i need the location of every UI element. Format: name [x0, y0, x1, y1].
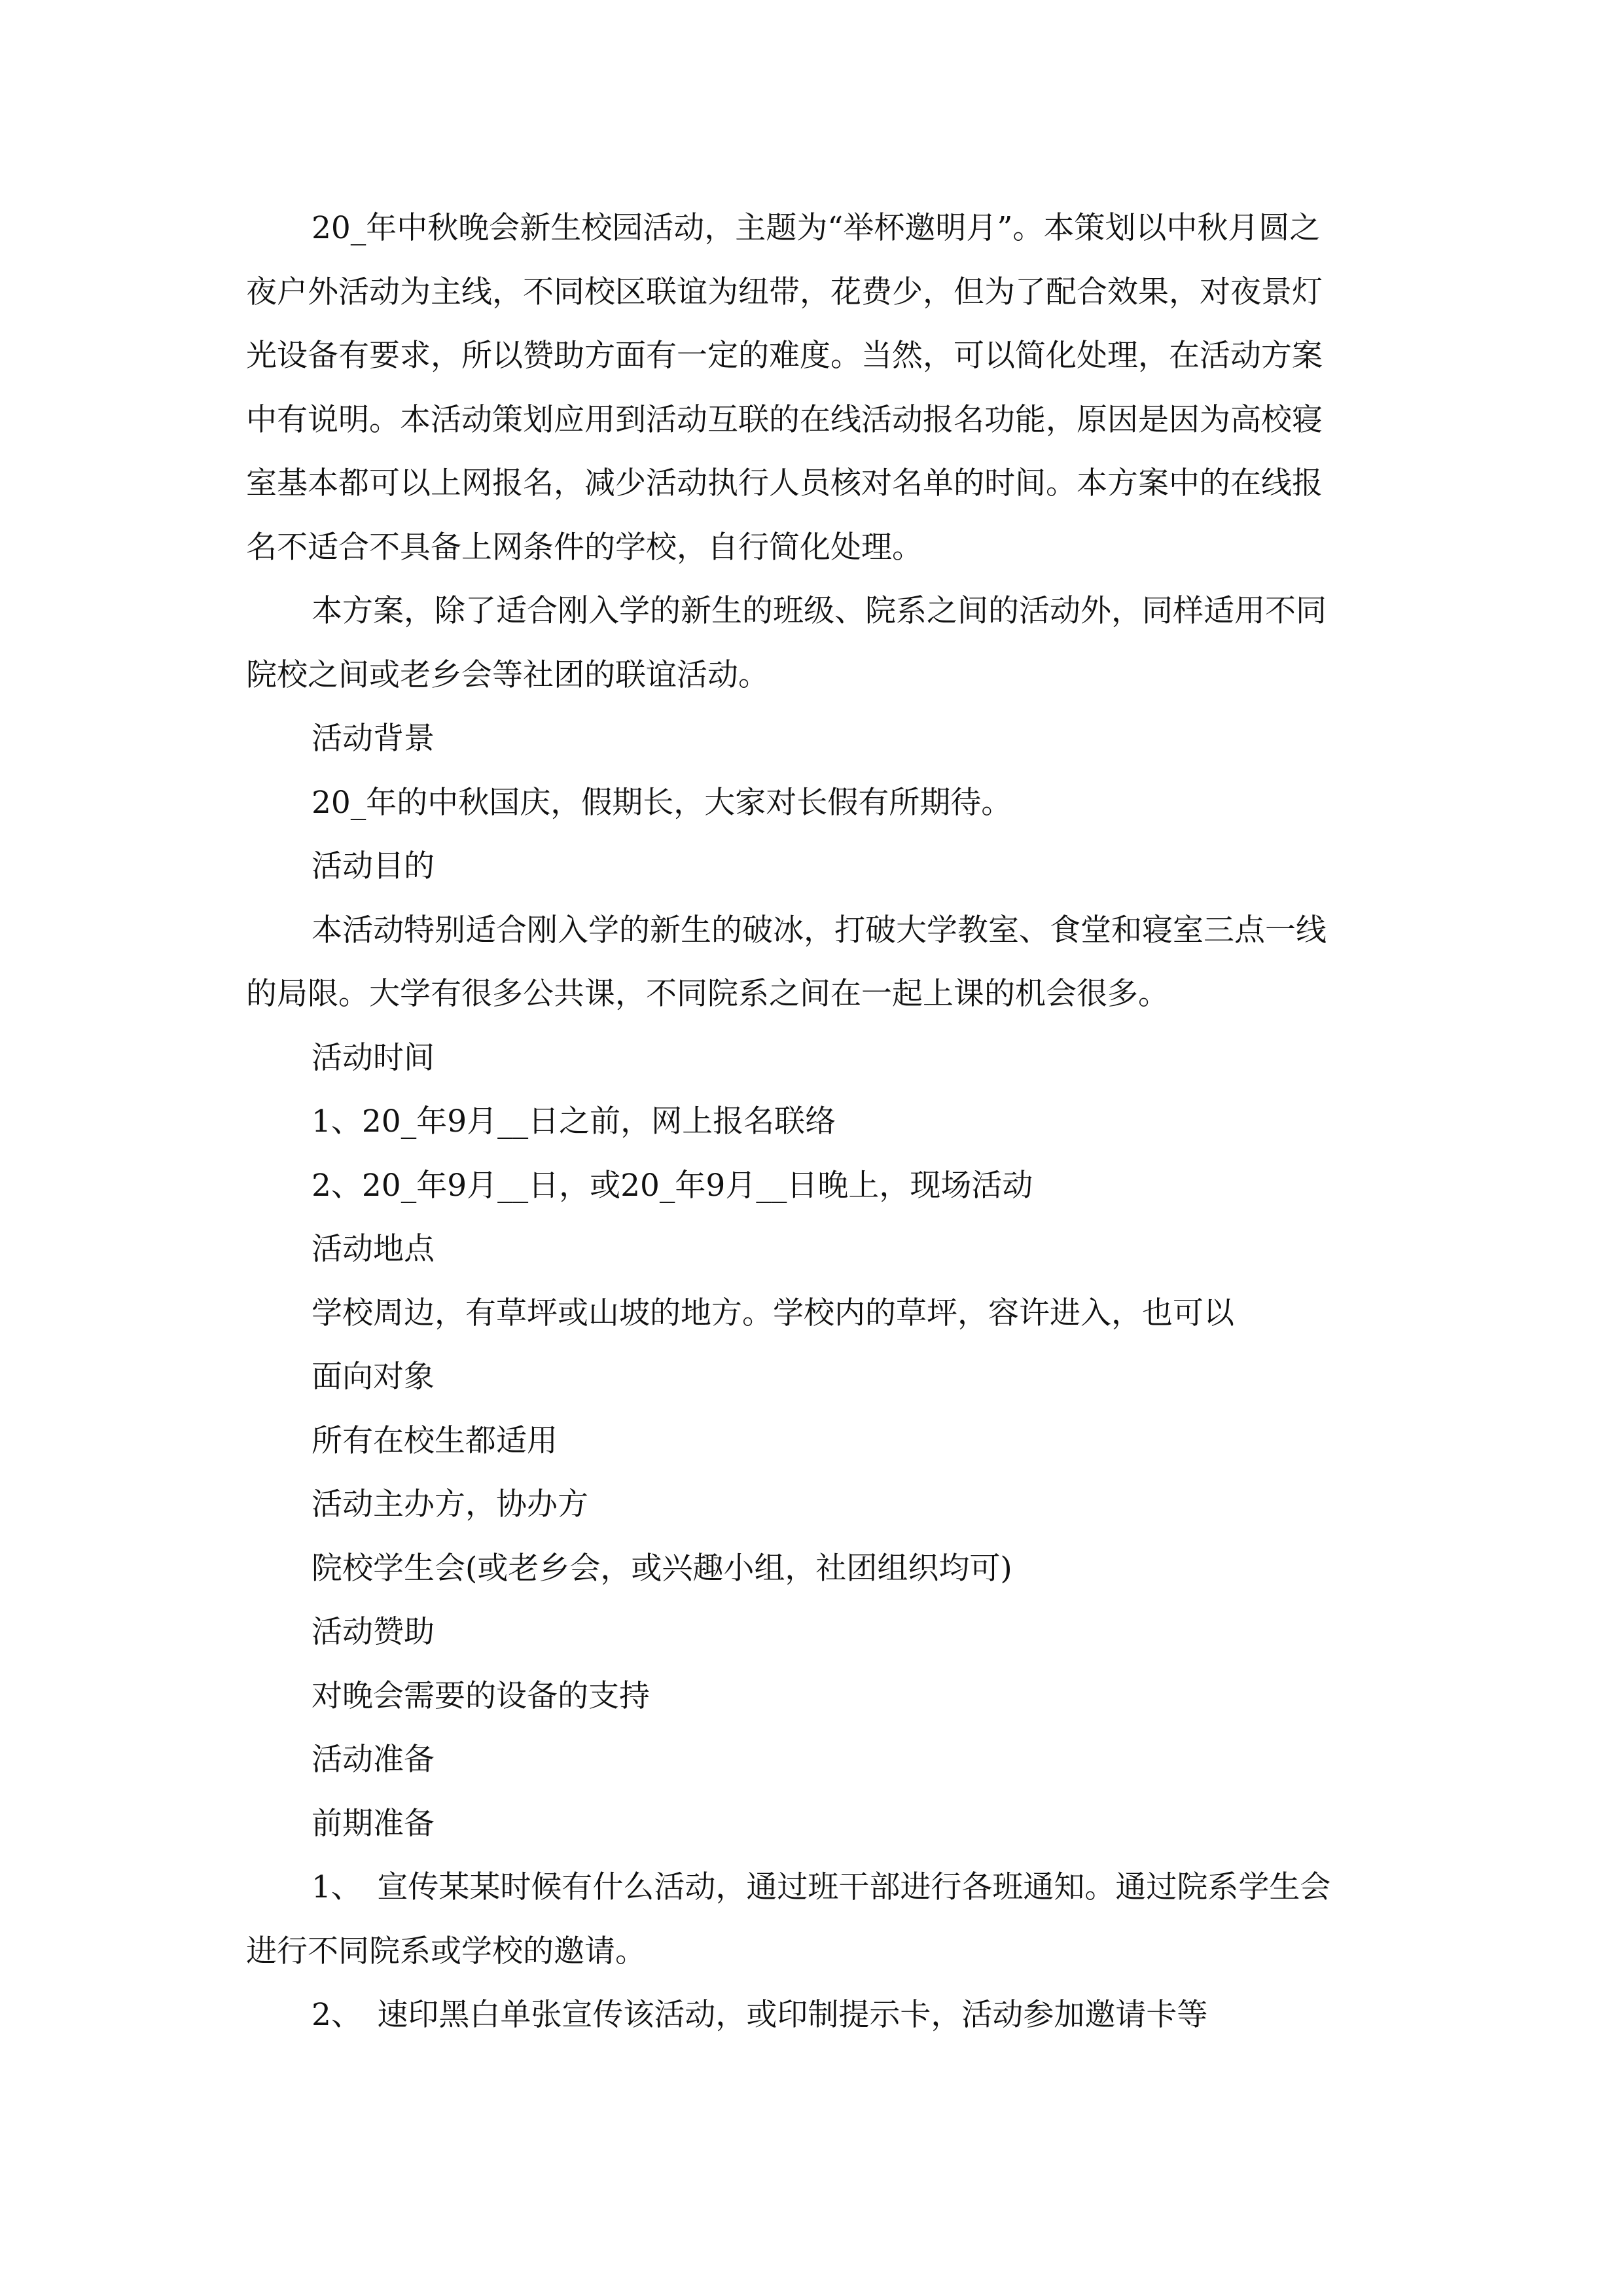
section-heading: 活动主办方，协办方 — [312, 1486, 588, 1522]
paragraph-line: 的局限。大学有很多公共课，不同院系之间在一起上课的机会很多。 — [246, 976, 1169, 1012]
paragraph-line: 20_年中秋晚会新生校园活动，主题为“举杯邀明月”。本策划以中秋月圆之 — [312, 210, 1321, 246]
section-heading: 活动地点 — [312, 1231, 435, 1267]
document-body — [246, 196, 1385, 2047]
list-item: 2、20_年9月__日，或20_年9月__日晚上，现场活动 — [312, 1167, 1033, 1204]
section-heading: 活动背景 — [312, 721, 435, 757]
paragraph-line: 进行不同院系或学校的邀请。 — [246, 1933, 646, 1969]
section-heading: 前期准备 — [312, 1805, 435, 1842]
paragraph-line: 院校之间或老乡会等社团的联谊活动。 — [246, 656, 769, 693]
paragraph-line: 对晚会需要的设备的支持 — [312, 1677, 650, 1714]
paragraph-line: 本活动特别适合刚入学的新生的破冰，打破大学教室、食堂和寝室三点一线 — [312, 912, 1327, 948]
paragraph-line: 20_年的中秋国庆，假期长，大家对长假有所期待。 — [312, 784, 1012, 821]
paragraph-line: 本方案，除了适合刚入学的新生的班级、院系之间的活动外，同样适用不同 — [312, 593, 1327, 629]
section-heading: 活动准备 — [312, 1742, 435, 1778]
section-heading: 活动赞助 — [312, 1614, 435, 1650]
paragraph-line: 室基本都可以上网报名，减少活动执行人员核对名单的时间。本方案中的在线报 — [246, 465, 1323, 501]
paragraph-line: 学校周边，有草坪或山坡的地方。学校内的草坪，容许进入，也可以 — [312, 1295, 1234, 1331]
list-item: 1、 宣传某某时候有什么活动，通过班干部进行各班通知。通过院系学生会 — [312, 1869, 1331, 1905]
section-heading: 活动目的 — [312, 848, 435, 884]
paragraph-line: 中有说明。本活动策划应用到活动互联的在线活动报名功能，原因是因为高校寝 — [246, 401, 1323, 438]
list-item: 2、 速印黑白单张宣传该活动，或印制提示卡，活动参加邀请卡等 — [312, 1997, 1208, 2033]
paragraph-line: 名不适合不具备上网条件的学校，自行简化处理。 — [246, 529, 923, 565]
paragraph-line: 院校学生会(或老乡会，或兴趣小组，社团组织均可) — [312, 1550, 1012, 1587]
paragraph-line: 夜户外活动为主线，不同校区联谊为纽带，花费少，但为了配合效果，对夜景灯 — [246, 274, 1323, 310]
section-heading: 活动时间 — [312, 1039, 435, 1076]
section-heading: 面向对象 — [312, 1359, 435, 1395]
paragraph-line: 光设备有要求，所以赞助方面有一定的难度。当然，可以简化处理，在活动方案 — [246, 338, 1323, 374]
list-item: 1、20_年9月__日之前，网上报名联络 — [312, 1103, 836, 1139]
paragraph-line: 所有在校生都适用 — [312, 1422, 558, 1459]
